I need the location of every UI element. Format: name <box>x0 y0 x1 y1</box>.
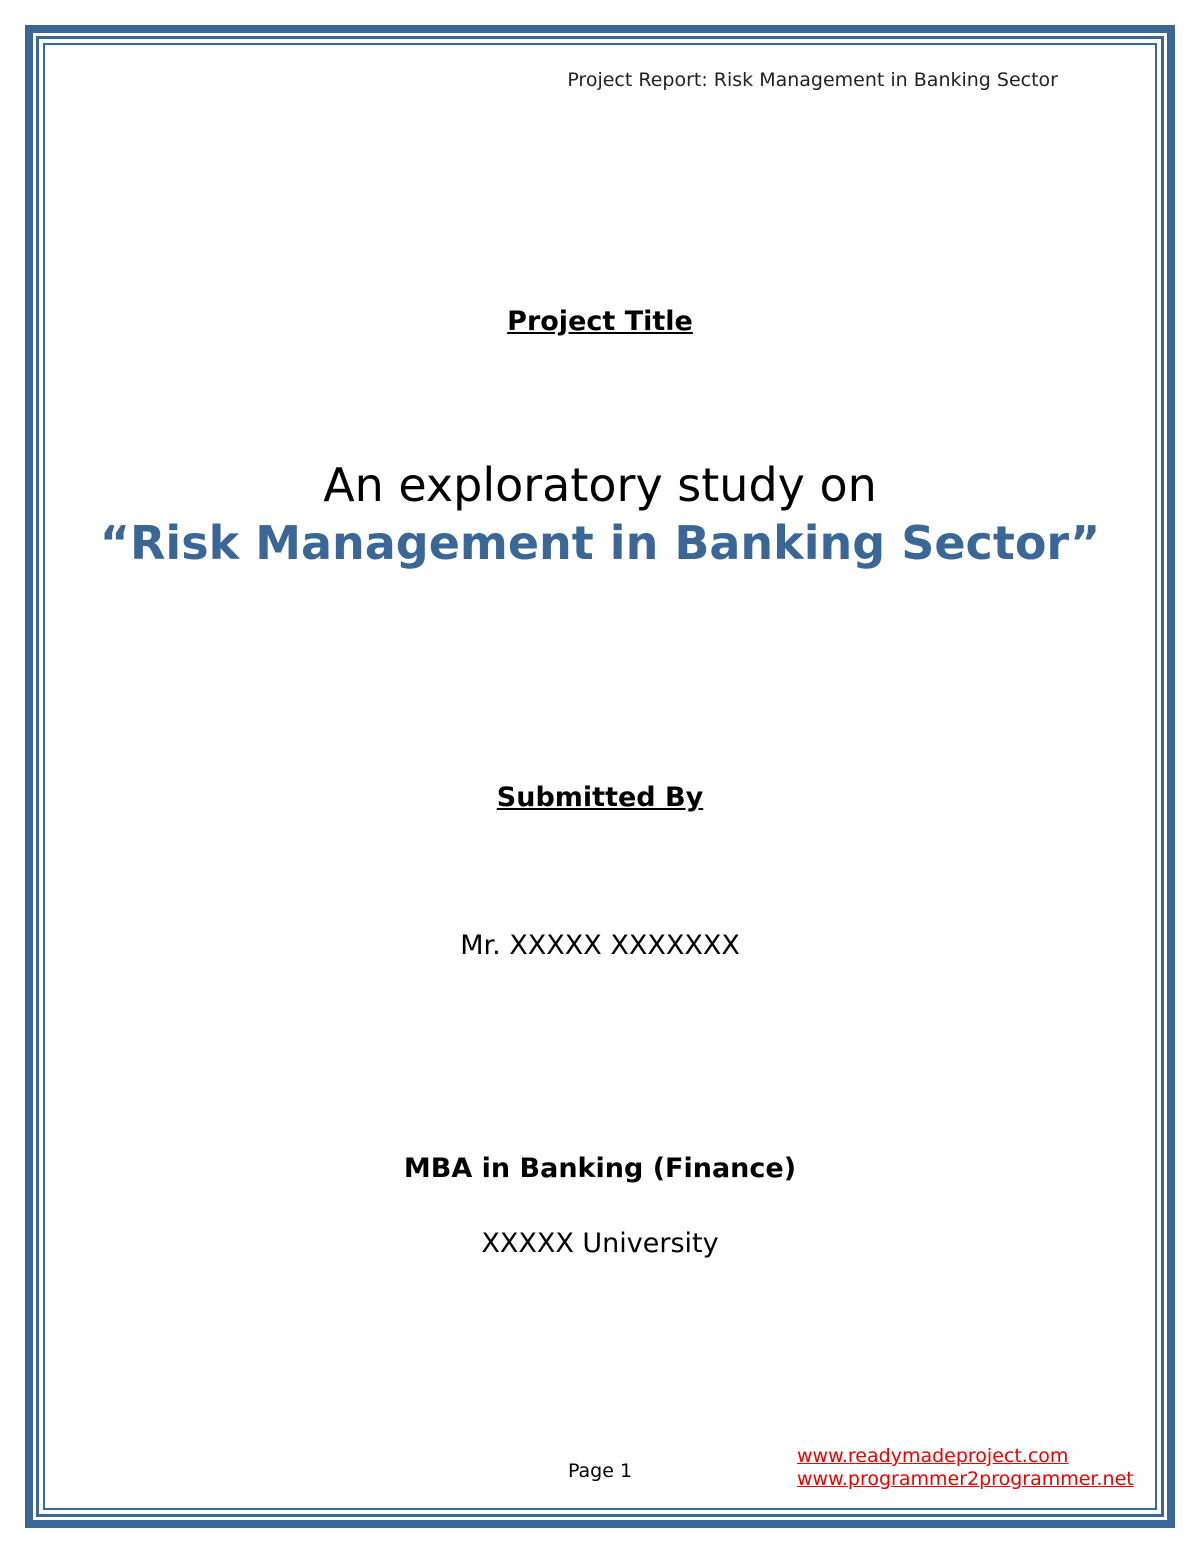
study-topic-title: “Risk Management in Banking Sector” <box>99 516 1101 570</box>
study-intro-line: An exploratory study on <box>323 458 877 512</box>
university-name: XXXXX University <box>481 1228 719 1259</box>
page-header: Project Report: Risk Management in Banking Sector <box>567 69 1058 91</box>
page-number: Page 1 <box>567 1460 633 1482</box>
degree-name: MBA in Banking (Finance) <box>403 1153 797 1184</box>
footer-links <box>797 1445 1134 1491</box>
student-name: Mr. XXXXX XXXXXXX <box>460 930 740 961</box>
project-title-label: Project Title <box>507 306 693 337</box>
footer-link-programmer2programmer[interactable]: www.programmer2programmer.net <box>797 1468 1134 1490</box>
page-border-inner <box>43 43 1157 1510</box>
submitted-by-label: Submitted By <box>496 782 704 813</box>
footer-link-readymadeproject[interactable]: www.readymadeproject.com <box>797 1445 1069 1467</box>
